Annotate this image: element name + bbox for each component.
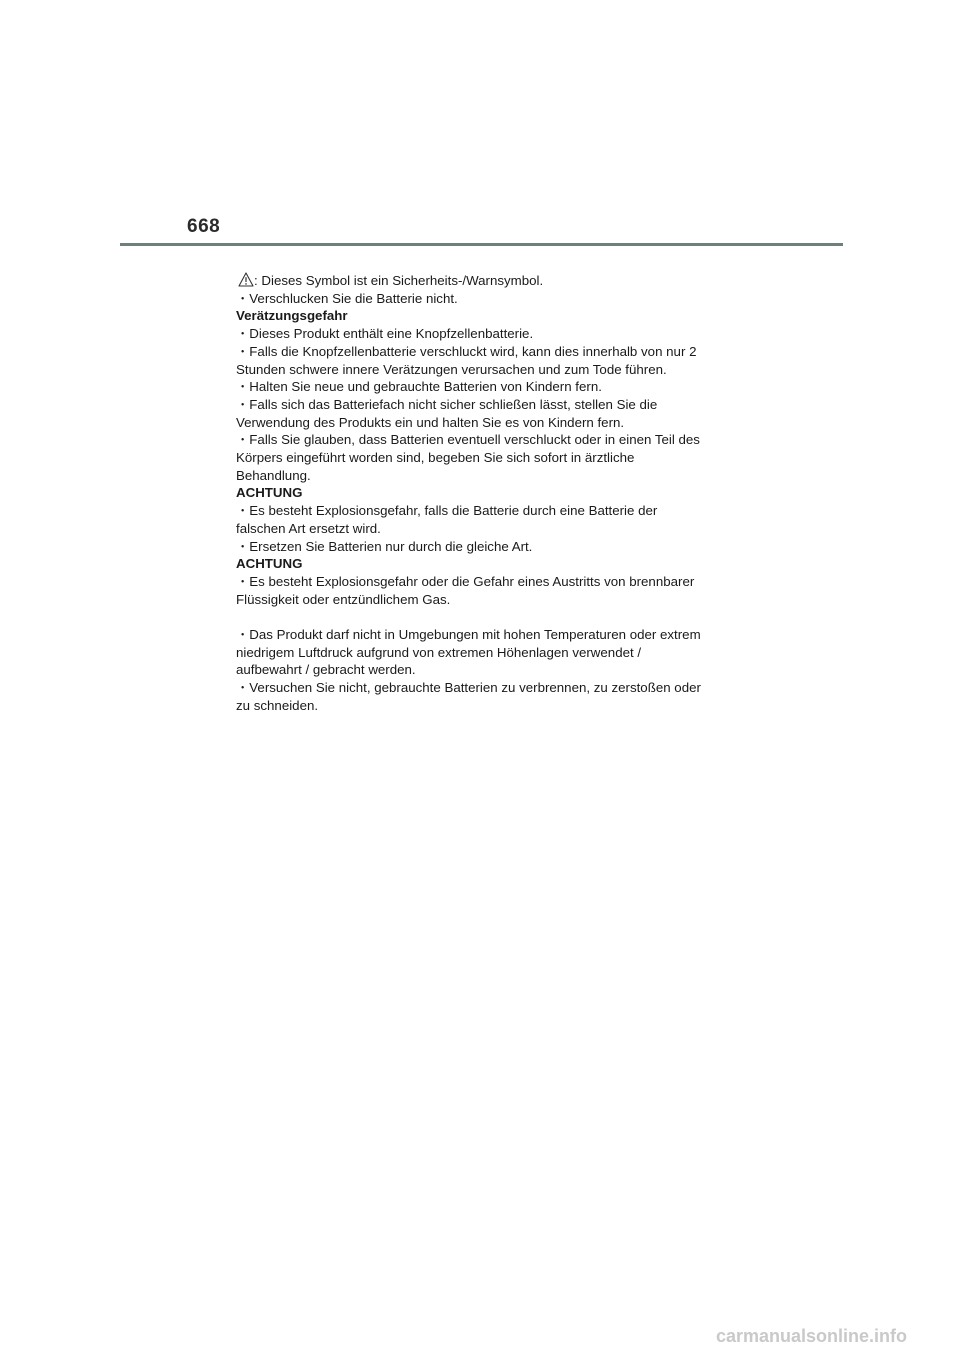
blank-line [236, 608, 736, 626]
text-line: ・Verschlucken Sie die Batterie nicht. [236, 290, 458, 306]
text-line: ・Falls Sie glauben, dass Batterien eventuell verschluckt oder in einen Teil des [236, 432, 700, 448]
text-line: Stunden schwere innere Verätzungen verursachen und zum Tode führen. [236, 361, 667, 377]
text-line: ・Es besteht Explosionsgefahr oder die Gefahr eines Austritts von brennbarer [236, 573, 695, 589]
section-heading: ACHTUNG [236, 485, 303, 501]
warning-triangle-icon [238, 272, 254, 287]
symbol-note-line [236, 272, 736, 290]
text-line: niedrigem Luftdruck aufgrund von extremen Höhenlagen verwendet / [236, 644, 642, 660]
watermark: carmanualsonline.info [716, 1326, 908, 1346]
text-line: ・Dieses Produkt enthält eine Knopfzellenbatterie. [236, 326, 534, 342]
text-line: zu schneiden. [236, 697, 319, 713]
text-line: ・Halten Sie neue und gebrauchte Batterien von Kindern fern. [236, 379, 602, 395]
text-line: falschen Art ersetzt wird. [236, 520, 381, 536]
section-heading: ACHTUNG [236, 556, 303, 572]
text-line: Verwendung des Produkts ein und halten Sie es von Kindern fern. [236, 414, 625, 430]
page-number: 668 [187, 216, 221, 237]
text-line: ・Ersetzen Sie Batterien nur durch die gleiche Art. [236, 538, 533, 554]
text-line: Behandlung. [236, 467, 311, 483]
text-line: aufbewahrt / gebracht werden. [236, 662, 416, 678]
text-line: ・Versuchen Sie nicht, gebrauchte Batterien zu verbrennen, zu zerstoßen oder [236, 680, 701, 696]
symbol-note-text: : Dieses Symbol ist ein Sicherheits-/Warnsymbol. [254, 273, 544, 288]
warning-lines [236, 290, 736, 715]
text-line: ・Es besteht Explosionsgefahr, falls die Batterie durch eine Batterie der [236, 503, 658, 519]
section-heading: Verätzungsgefahr [236, 308, 348, 324]
header-divider [120, 243, 843, 246]
text-line: ・Das Produkt darf nicht in Umgebungen mit hohen Temperaturen oder extrem [236, 627, 701, 643]
text-line: ・Falls die Knopfzellenbatterie verschluckt wird, kann dies innerhalb von nur 2 [236, 343, 697, 359]
text-line: Flüssigkeit oder entzündlichem Gas. [236, 591, 451, 607]
warning-text-block [236, 272, 736, 715]
text-line: Körpers eingeführt worden sind, begeben Sie sich sofort in ärztliche [236, 450, 635, 466]
text-line: ・Falls sich das Batteriefach nicht sicher schließen lässt, stellen Sie die [236, 396, 658, 412]
